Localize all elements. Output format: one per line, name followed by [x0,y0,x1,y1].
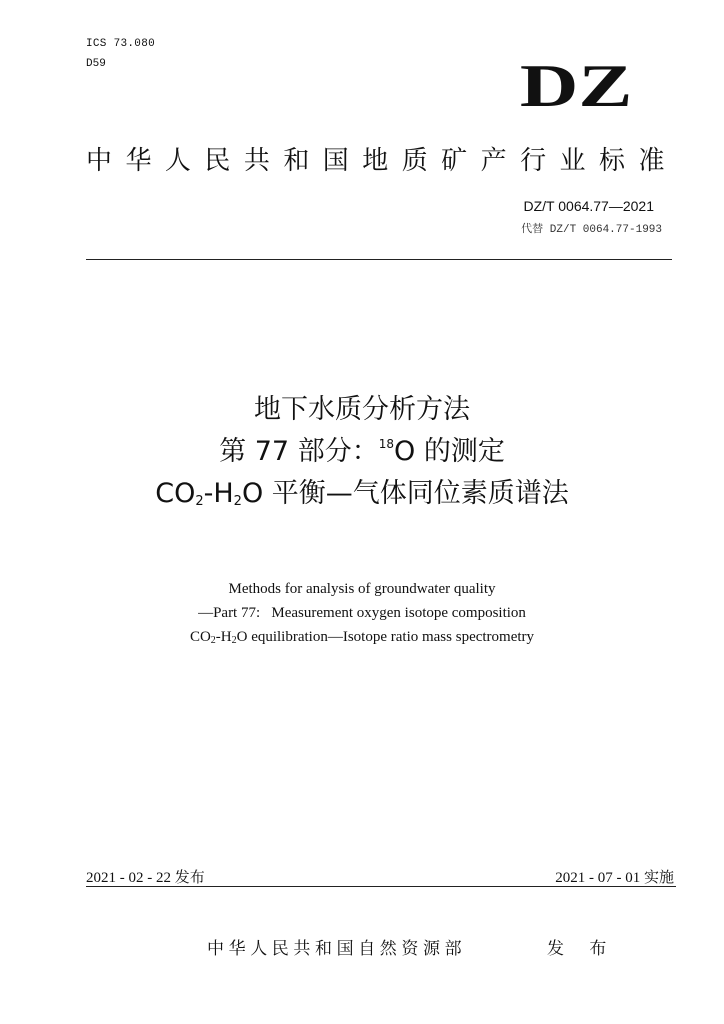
standard-code: DZ/T 0064.77—2021 [523,198,654,214]
title-cn-line-3-sub-2: 2 [233,494,242,509]
title-cn-line-3-sub-1: 2 [195,494,204,509]
title-en-line-3-b: -H [215,629,232,645]
title-cn-line-3-b: -H [203,478,234,509]
replaced-standard: 代替 DZ/T 0064.77-1993 [521,224,662,236]
title-cn-line-2 [0,438,724,465]
publish-label: 发 布 [547,939,617,959]
title-cn-line-2-prefix: 第 77 部分： [219,436,379,467]
standard-class-title: 中华人民共和国地质矿产行业标准 [86,146,676,176]
title-en-line-2: —Part 77: Measurement oxygen isotope composition [198,605,526,621]
ccs-code: D59 [86,58,106,70]
title-en-line-3-sub-1: 2 [210,635,216,646]
title-cn-line-3-c: O 平衡—气体同位素质谱法 [241,478,569,509]
title-en-line-3-c: O equilibration—Isotope ratio mass spectrometry [236,629,535,645]
issue-date: 2021 - 02 - 22 发布 [86,870,205,886]
title-en-line-3-sub-2: 2 [231,635,237,646]
title-cn-line-2-suffix: O 的测定 [393,436,505,467]
dz-logo: DZ [519,53,632,119]
bottom-divider [86,886,676,887]
title-cn-line-1-text: 地下水质分析方法 [254,394,470,425]
ics-code: ICS 73.080 [86,38,156,50]
title-cn-superscript: 18 [378,437,394,451]
title-cn-line-3-a: CO [155,478,196,509]
implementation-date: 2021 - 07 - 01 实施 [555,870,674,886]
title-en-line-1: Methods for analysis of groundwater quality [228,581,496,597]
publisher-name: 中华人民共和国自然资源部 [207,939,467,959]
title-cn-line-3 [0,480,724,508]
top-divider [86,259,672,260]
title-cn-line-1 [0,396,724,423]
title-en-line-3 [0,629,724,646]
title-en-line-3-a: CO [189,629,211,645]
